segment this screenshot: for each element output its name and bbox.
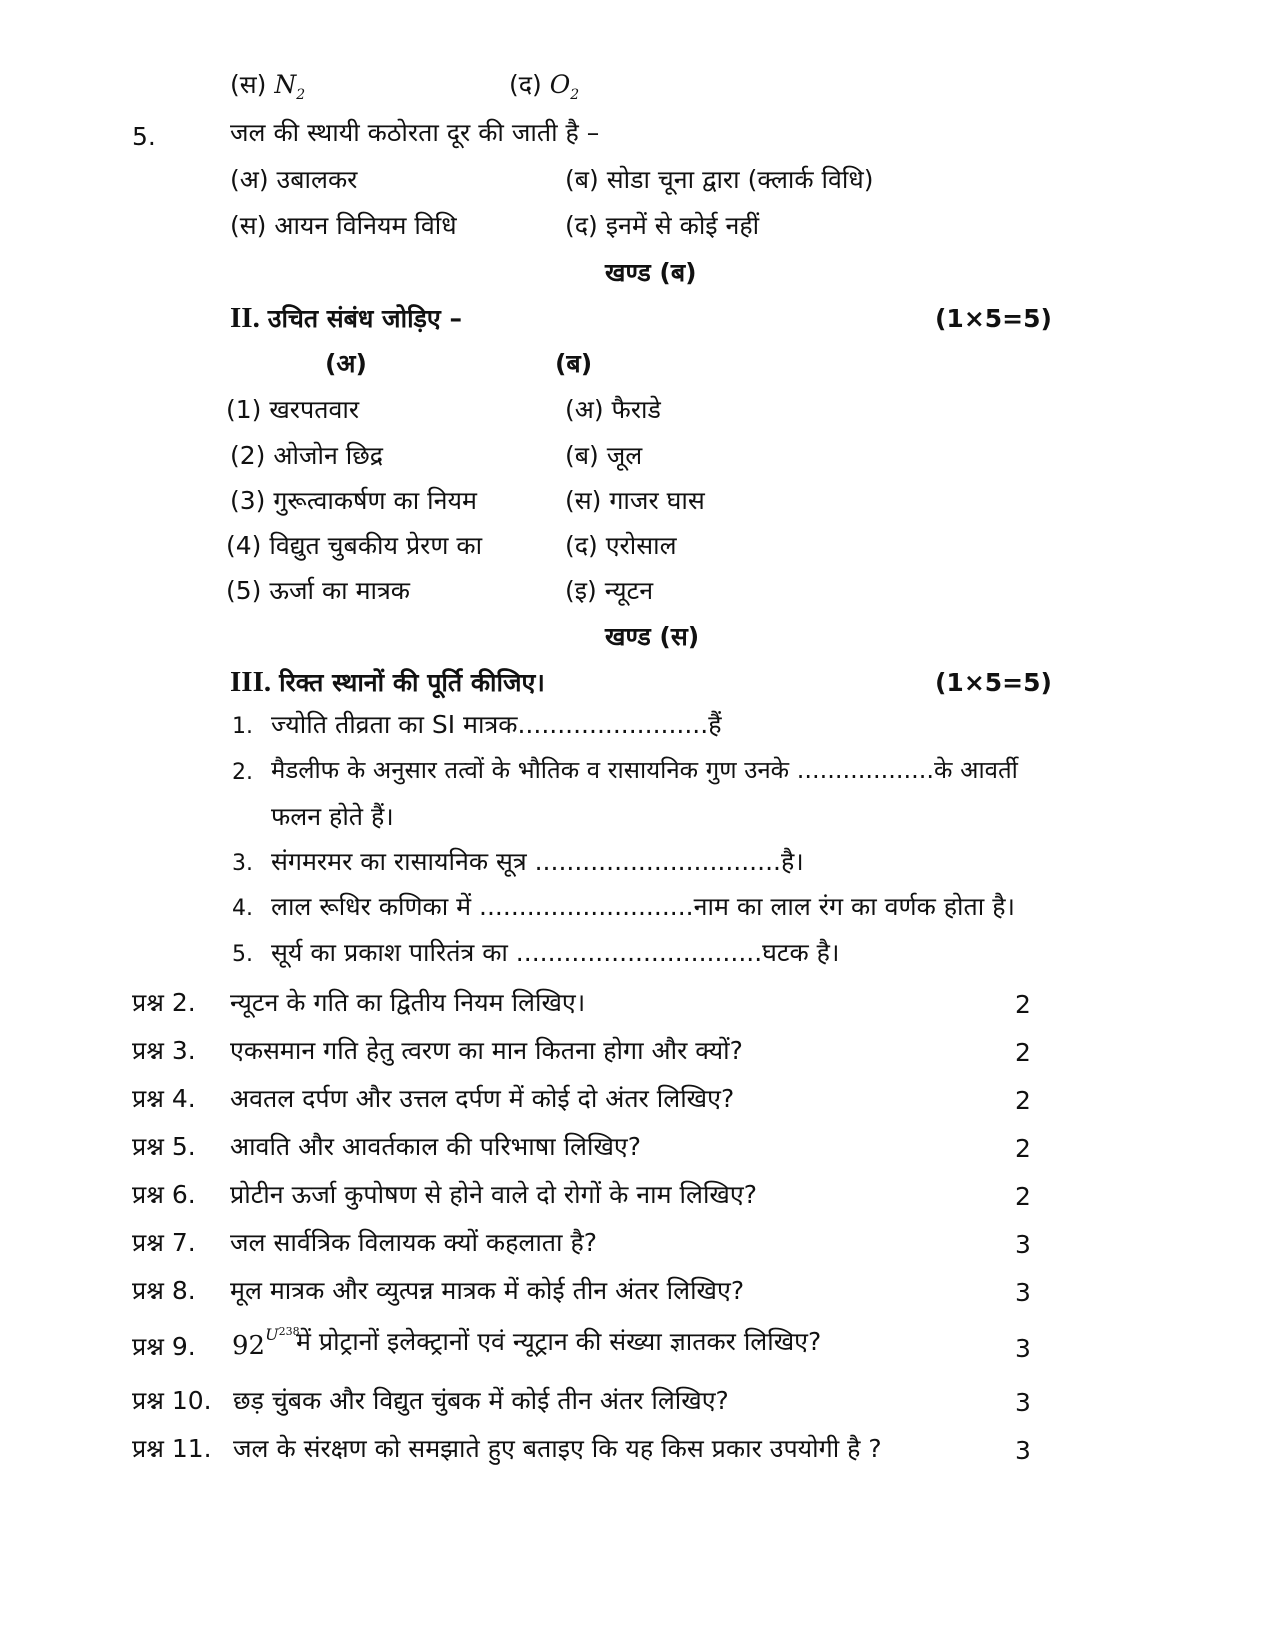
question-2-marks: 2 bbox=[1015, 990, 1031, 1019]
match-right-4: (द) एरोसाल bbox=[565, 531, 677, 560]
fill-item-2-text-cont: फलन होते हैं। bbox=[271, 802, 394, 831]
q5-option-a: (अ) उबालकर bbox=[230, 165, 358, 194]
match-right-1: (अ) फैराडे bbox=[565, 395, 661, 424]
q5-option-b: (ब) सोडा चूना द्वारा (क्लार्क विधि) bbox=[565, 165, 874, 194]
q5-text: जल की स्थायी कठोरता दूर की जाती है – bbox=[230, 118, 600, 147]
question-9-text: में प्रोट्रानों इलेक्ट्रानों एवं न्यूट्रान की संख्या ज्ञातकर लिखिए? bbox=[296, 1327, 822, 1356]
option-d-sub: 2 bbox=[570, 87, 580, 103]
match-left-5: (5) ऊर्जा का मात्रक bbox=[226, 576, 411, 605]
option-c-label: (स) bbox=[230, 70, 267, 99]
question-2-text: न्यूटन के गति का द्वितीय नियम लिखिए। bbox=[230, 988, 586, 1017]
question-11-text: जल के संरक्षण को समझाते हुए बताइए कि यह किस प्रकार उपयोगी है ? bbox=[233, 1434, 882, 1463]
fill-item-2-text: मैडलीफ के अनुसार तत्वों के भौतिक व रासायनिक गुण उनके ..................के आवर्ती bbox=[271, 756, 1018, 784]
match-left-4: (4) विद्युत चुबकीय प्रेरण का bbox=[226, 531, 483, 560]
question-8-text: मूल मात्रक और व्युत्पन्न मात्रक में कोई तीन अंतर लिखिए? bbox=[230, 1276, 745, 1305]
question-7-text: जल सार्वत्रिक विलायक क्यों कहलाता है? bbox=[230, 1228, 598, 1257]
option-c bbox=[230, 72, 305, 102]
section-c-heading: खण्ड (स) bbox=[605, 622, 700, 651]
section-b-heading: खण्ड (ब) bbox=[605, 258, 697, 287]
option-d-formula bbox=[549, 70, 580, 103]
match-right-2: (ब) जूल bbox=[565, 441, 643, 470]
column-a-header: (अ) bbox=[325, 349, 367, 378]
formula-base: 92 bbox=[232, 1331, 266, 1361]
fill-item-1-text: ज्योति तीव्रता का SI मात्रक........................हैं bbox=[271, 710, 722, 739]
question-6-marks: 2 bbox=[1015, 1182, 1031, 1211]
question-10-text: छड़ चुंबक और विद्युत चुंबक में कोई तीन अंतर लिखिए? bbox=[233, 1386, 729, 1415]
option-c-sub: 2 bbox=[296, 87, 306, 103]
question-7-marks: 3 bbox=[1015, 1230, 1031, 1259]
question-4-label: प्रश्न 4. bbox=[132, 1084, 196, 1113]
fill-item-3-number: 3. bbox=[232, 851, 253, 876]
option-c-formula bbox=[274, 70, 306, 103]
fill-item-5-number: 5. bbox=[232, 942, 253, 967]
question-5-marks: 2 bbox=[1015, 1134, 1031, 1163]
fill-item-1-number: 1. bbox=[232, 714, 253, 739]
fill-item-5-text: सूर्य का प्रकाश पारितंत्र का ...............................घटक है। bbox=[271, 938, 840, 967]
question-2-label: प्रश्न 2. bbox=[132, 988, 196, 1017]
question-8-marks: 3 bbox=[1015, 1278, 1031, 1307]
question-6-label: प्रश्न 6. bbox=[132, 1180, 196, 1209]
question-3-marks: 2 bbox=[1015, 1038, 1031, 1067]
formula-superscript bbox=[265, 1325, 299, 1344]
question-6-text: प्रोटीन ऊर्जा कुपोषण से होने वाले दो रोगों के नाम लिखिए? bbox=[230, 1180, 757, 1209]
formula-sup-var: U bbox=[265, 1325, 279, 1344]
section-c-roman: III. bbox=[230, 666, 272, 698]
match-left-3: (3) गुरूत्वाकर्षण का नियम bbox=[230, 486, 477, 515]
section-b-title-row bbox=[230, 304, 462, 333]
option-d-label: (द) bbox=[509, 70, 542, 99]
question-4-marks: 2 bbox=[1015, 1086, 1031, 1115]
match-right-3: (स) गाजर घास bbox=[565, 486, 705, 515]
option-d bbox=[509, 72, 579, 102]
column-b-header: (ब) bbox=[555, 349, 593, 378]
section-c-title-row bbox=[230, 668, 545, 697]
q5-number: 5. bbox=[132, 122, 156, 151]
q5-option-d: (द) इनमें से कोई नहीं bbox=[565, 211, 760, 240]
question-5-label: प्रश्न 5. bbox=[132, 1132, 196, 1161]
question-11-marks: 3 bbox=[1015, 1436, 1031, 1465]
fill-item-3-text: संगमरमर का रासायनिक सूत्र ...............................है। bbox=[271, 847, 804, 876]
section-b-marks: (1×5=5) bbox=[935, 304, 1052, 333]
q5-option-c: (स) आयन विनियम विधि bbox=[230, 211, 457, 240]
question-9-label: प्रश्न 9. bbox=[132, 1332, 196, 1361]
formula-sup-num: 238 bbox=[278, 1325, 300, 1338]
section-b-title: उचित संबंध जोड़िए – bbox=[267, 304, 462, 333]
question-5-text: आवति और आवर्तकाल की परिभाषा लिखिए? bbox=[230, 1132, 642, 1161]
fill-item-2-number: 2. bbox=[232, 760, 253, 785]
section-b-roman: II. bbox=[230, 302, 260, 334]
question-4-text: अवतल दर्पण और उत्तल दर्पण में कोई दो अंतर लिखिए? bbox=[230, 1084, 735, 1113]
option-c-var: N bbox=[274, 70, 297, 99]
fill-item-4-text: लाल रूधिर कणिका में ...........................नाम का लाल रंग का वर्णक होता है। bbox=[271, 892, 1015, 921]
question-10-label: प्रश्न 10. bbox=[132, 1386, 212, 1415]
question-10-marks: 3 bbox=[1015, 1388, 1031, 1417]
match-right-5: (इ) न्यूटन bbox=[565, 576, 654, 605]
section-c-marks: (1×5=5) bbox=[935, 668, 1052, 697]
question-9-formula bbox=[232, 1326, 300, 1359]
question-8-label: प्रश्न 8. bbox=[132, 1276, 196, 1305]
match-left-2: (2) ओजोन छिद्र bbox=[230, 441, 384, 470]
question-3-label: प्रश्न 3. bbox=[132, 1036, 196, 1065]
question-9-marks: 3 bbox=[1015, 1334, 1031, 1363]
question-3-text: एकसमान गति हेतु त्वरण का मान कितना होगा और क्यों? bbox=[230, 1036, 743, 1065]
question-7-label: प्रश्न 7. bbox=[132, 1228, 196, 1257]
question-11-label: प्रश्न 11. bbox=[132, 1434, 212, 1463]
fill-item-4-number: 4. bbox=[232, 896, 253, 921]
option-d-var: O bbox=[549, 70, 571, 99]
section-c-title: रिक्त स्थानों की पूर्ति कीजिए। bbox=[279, 668, 545, 697]
match-left-1: (1) खरपतवार bbox=[226, 395, 360, 424]
